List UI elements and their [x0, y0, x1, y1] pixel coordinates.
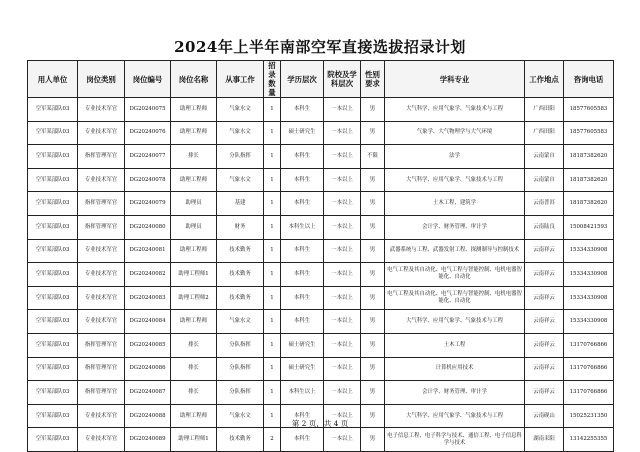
cell-work: 分队指挥	[217, 333, 264, 357]
cell-education: 硕士研究生	[281, 357, 324, 381]
cell-category: 指挥管理军官	[78, 215, 125, 239]
table-row	[28, 145, 614, 169]
cell-school-level: 一本以上	[324, 263, 361, 287]
cell-count: 1	[264, 381, 281, 405]
cell-major: 会计学、财务管理、审计学	[385, 215, 525, 239]
table-row	[28, 121, 614, 145]
cell-location: 云南砚山	[525, 404, 564, 428]
cell-location: 云南普洱	[525, 192, 564, 216]
cell-gender: 男	[361, 404, 385, 428]
cell-school-level: 一本以上	[324, 121, 361, 145]
table-row	[28, 168, 614, 192]
cell-unit: 空军某部队03	[28, 428, 78, 452]
cell-code: DG20240080	[125, 215, 171, 239]
cell-count: 1	[264, 215, 281, 239]
cell-position: 助理工程师1	[171, 263, 217, 287]
cell-work: 气象水文	[217, 404, 264, 428]
cell-unit: 空军某部队03	[28, 357, 78, 381]
cell-major: 气象学、大气物理学与大气环境	[385, 121, 525, 145]
cell-gender: 男	[361, 286, 385, 310]
cell-major: 大气科学、应用气象学、气象技术与工程	[385, 98, 525, 122]
cell-unit: 空军某部队03	[28, 263, 78, 287]
table-row	[28, 98, 614, 122]
cell-location: 云南祥云	[525, 381, 564, 405]
cell-phone: 18187382620	[564, 192, 614, 216]
cell-count: 1	[264, 286, 281, 310]
cell-unit: 空军某部队03	[28, 98, 78, 122]
cell-code: DG20240077	[125, 145, 171, 169]
cell-education: 本科生	[281, 428, 324, 452]
cell-school-level: 一本以上	[324, 168, 361, 192]
cell-location: 云南祥云	[525, 239, 564, 263]
cell-code: DG20240081	[125, 239, 171, 263]
cell-code: DG20240078	[125, 168, 171, 192]
cell-position: 排长	[171, 357, 217, 381]
cell-location: 广西田阳	[525, 98, 564, 122]
cell-unit: 空军某部队03	[28, 192, 78, 216]
cell-location: 云南蒙自	[525, 145, 564, 169]
header-phone: 咨询电话	[564, 61, 614, 98]
cell-category: 指挥管理军官	[78, 145, 125, 169]
cell-work: 技术勤务	[217, 239, 264, 263]
cell-position: 助理工程师	[171, 239, 217, 263]
cell-position: 助理工程师1	[171, 428, 217, 452]
cell-code: DG20240075	[125, 98, 171, 122]
header-major: 学科专业	[385, 61, 525, 98]
cell-code: DG20240085	[125, 333, 171, 357]
cell-code: DG20240088	[125, 404, 171, 428]
cell-count: 1	[264, 357, 281, 381]
cell-gender: 男	[361, 428, 385, 452]
cell-count: 1	[264, 239, 281, 263]
cell-major: 电气工程及其自动化、电气工程与智能控制、电机电器智能化、自动化	[385, 263, 525, 287]
cell-phone: 18577605583	[564, 121, 614, 145]
cell-code: DG20240089	[125, 428, 171, 452]
cell-location: 广西田阳	[525, 121, 564, 145]
cell-unit: 空军某部队03	[28, 381, 78, 405]
cell-position: 助理工程师	[171, 168, 217, 192]
table-row	[28, 192, 614, 216]
cell-major: 大气科学、应用气象学、气象技术与工程	[385, 404, 525, 428]
cell-count: 1	[264, 404, 281, 428]
cell-location: 云南祥云	[525, 263, 564, 287]
cell-major: 计算机应用技术	[385, 357, 525, 381]
cell-gender: 男	[361, 333, 385, 357]
cell-unit: 空军某部队03	[28, 286, 78, 310]
cell-major: 土木工程	[385, 333, 525, 357]
cell-work: 技术勤务	[217, 263, 264, 287]
header-position: 岗位名称	[171, 61, 217, 98]
cell-unit: 空军某部队03	[28, 310, 78, 334]
cell-education: 本科生	[281, 286, 324, 310]
cell-count: 1	[264, 310, 281, 334]
cell-code: DG20240083	[125, 286, 171, 310]
cell-count: 1	[264, 168, 281, 192]
cell-school-level: 一本以上	[324, 428, 361, 452]
cell-education: 本科生	[281, 404, 324, 428]
cell-phone: 15334330908	[564, 286, 614, 310]
cell-work: 气象水文	[217, 98, 264, 122]
cell-school-level: 一本以上	[324, 357, 361, 381]
cell-gender: 男	[361, 310, 385, 334]
cell-count: 1	[264, 145, 281, 169]
cell-location: 云南陆良	[525, 215, 564, 239]
cell-location: 湖南耒阳	[525, 428, 564, 452]
cell-category: 专业技术军官	[78, 263, 125, 287]
cell-phone: 15334330908	[564, 310, 614, 334]
table-row	[28, 239, 614, 263]
cell-position: 助理工程师2	[171, 286, 217, 310]
cell-unit: 空军某部队03	[28, 168, 78, 192]
header-category: 岗位类别	[78, 61, 125, 98]
cell-work: 气象水文	[217, 168, 264, 192]
cell-location: 云南祥云	[525, 310, 564, 334]
cell-gender: 男	[361, 168, 385, 192]
cell-unit: 空军某部队03	[28, 215, 78, 239]
header-education: 学历层次	[281, 61, 324, 98]
cell-category: 专业技术军官	[78, 98, 125, 122]
cell-location: 云南祥云	[525, 333, 564, 357]
cell-category: 指挥管理军官	[78, 333, 125, 357]
cell-unit: 空军某部队03	[28, 333, 78, 357]
cell-category: 专业技术军官	[78, 310, 125, 334]
cell-gender: 男	[361, 263, 385, 287]
table-row	[28, 333, 614, 357]
cell-education: 本科生	[281, 98, 324, 122]
cell-phone: 18577605583	[564, 98, 614, 122]
cell-phone: 15334330908	[564, 239, 614, 263]
cell-work: 分队指挥	[217, 357, 264, 381]
header-code: 岗位编号	[125, 61, 171, 98]
cell-unit: 空军某部队03	[28, 239, 78, 263]
cell-work: 技术勤务	[217, 286, 264, 310]
cell-school-level: 一本以上	[324, 239, 361, 263]
cell-education: 本科生	[281, 263, 324, 287]
cell-category: 指挥管理军官	[78, 192, 125, 216]
cell-work: 基建	[217, 192, 264, 216]
table-body	[28, 98, 614, 452]
cell-position: 排长	[171, 381, 217, 405]
cell-work: 分队指挥	[217, 145, 264, 169]
cell-major: 电子信息工程、电子科学与技术、通信工程、电子信息科学与技术	[385, 428, 525, 452]
cell-education: 硕士研究生	[281, 333, 324, 357]
cell-code: DG20240082	[125, 263, 171, 287]
cell-education: 硕士研究生	[281, 121, 324, 145]
cell-unit: 空军某部队03	[28, 404, 78, 428]
header-count: 招录数量	[264, 61, 281, 98]
cell-category: 专业技术军官	[78, 239, 125, 263]
table-row	[28, 263, 614, 287]
cell-location: 云南祥云	[525, 286, 564, 310]
cell-major: 大气科学、应用气象学、气象技术与工程	[385, 310, 525, 334]
cell-school-level: 一本以上	[324, 404, 361, 428]
cell-major: 武器系统与工程、武器发射工程、探测制导与控制技术	[385, 239, 525, 263]
table-row	[28, 310, 614, 334]
cell-school-level: 一本以上	[324, 286, 361, 310]
cell-gender: 男	[361, 121, 385, 145]
cell-category: 专业技术军官	[78, 428, 125, 452]
header-school-level: 院校及学科层次	[324, 61, 361, 98]
cell-position: 助理员	[171, 192, 217, 216]
header-gender: 性别要求	[361, 61, 385, 98]
cell-work: 分队指挥	[217, 381, 264, 405]
cell-position: 助理员	[171, 215, 217, 239]
cell-work: 技术勤务	[217, 428, 264, 452]
cell-education: 本科生	[281, 310, 324, 334]
cell-work: 气象水文	[217, 310, 264, 334]
cell-school-level: 一本以上	[324, 333, 361, 357]
cell-phone: 13170766866	[564, 333, 614, 357]
cell-position: 助理工程师	[171, 98, 217, 122]
cell-count: 2	[264, 428, 281, 452]
cell-school-level: 一本以上	[324, 310, 361, 334]
cell-unit: 空军某部队03	[28, 121, 78, 145]
cell-code: DG20240086	[125, 357, 171, 381]
recruitment-table	[27, 60, 614, 452]
table-row	[28, 428, 614, 452]
cell-education: 本科生	[281, 145, 324, 169]
cell-location: 云南祥云	[525, 357, 564, 381]
header-location: 工作地点	[525, 61, 564, 98]
cell-position: 排长	[171, 333, 217, 357]
cell-count: 1	[264, 98, 281, 122]
cell-education: 本科生	[281, 168, 324, 192]
cell-phone: 18187382620	[564, 168, 614, 192]
cell-count: 1	[264, 121, 281, 145]
cell-gender: 男	[361, 192, 385, 216]
cell-category: 指挥管理军官	[78, 381, 125, 405]
cell-major: 土木工程、建筑学	[385, 192, 525, 216]
cell-school-level: 一本以上	[324, 192, 361, 216]
cell-work: 气象水文	[217, 121, 264, 145]
table-row	[28, 215, 614, 239]
cell-phone: 13170766866	[564, 381, 614, 405]
cell-school-level: 一本以上	[324, 98, 361, 122]
cell-category: 指挥管理军官	[78, 357, 125, 381]
cell-position: 助理工程师	[171, 310, 217, 334]
cell-phone: 15334330908	[564, 263, 614, 287]
cell-major: 法学	[385, 145, 525, 169]
cell-code: DG20240087	[125, 381, 171, 405]
cell-category: 专业技术军官	[78, 121, 125, 145]
cell-school-level: 一本以上	[324, 145, 361, 169]
cell-phone: 15025231350	[564, 404, 614, 428]
page-footer: 第 2 页，共 4 页	[291, 419, 349, 428]
cell-position: 排长	[171, 145, 217, 169]
cell-category: 专业技术军官	[78, 168, 125, 192]
cell-position: 助理工程师	[171, 404, 217, 428]
cell-gender: 男	[361, 381, 385, 405]
header-work: 从事工作	[217, 61, 264, 98]
cell-gender: 男	[361, 98, 385, 122]
table-row	[28, 381, 614, 405]
cell-school-level: 一本以上	[324, 215, 361, 239]
cell-education: 本科生以上	[281, 381, 324, 405]
cell-code: DG20240084	[125, 310, 171, 334]
cell-work: 财务	[217, 215, 264, 239]
cell-gender: 男	[361, 215, 385, 239]
cell-location: 云南蒙自	[525, 168, 564, 192]
cell-education: 本科生	[281, 239, 324, 263]
cell-position: 助理工程师	[171, 121, 217, 145]
cell-phone: 15008421593	[564, 215, 614, 239]
cell-major: 会计学、财务管理、审计学	[385, 381, 525, 405]
header-unit: 用人单位	[28, 61, 78, 98]
page-title: 2024年上半年南部空军直接选拔招录计划	[174, 38, 466, 56]
cell-code: DG20240076	[125, 121, 171, 145]
cell-count: 1	[264, 263, 281, 287]
cell-gender: 男	[361, 357, 385, 381]
cell-count: 1	[264, 333, 281, 357]
table-row	[28, 286, 614, 310]
cell-category: 专业技术军官	[78, 404, 125, 428]
cell-phone: 13170766866	[564, 357, 614, 381]
table-row	[28, 357, 614, 381]
cell-education: 本科生	[281, 192, 324, 216]
cell-count: 1	[264, 192, 281, 216]
cell-phone: 13142255355	[564, 428, 614, 452]
cell-code: DG20240079	[125, 192, 171, 216]
cell-education: 本科生以上	[281, 215, 324, 239]
cell-phone: 18187382620	[564, 145, 614, 169]
cell-gender: 不限	[361, 145, 385, 169]
table-header-row	[28, 61, 614, 98]
cell-major: 电气工程及其自动化、电气工程与智能控制、电机电器智能化、自动化	[385, 286, 525, 310]
cell-category: 专业技术军官	[78, 286, 125, 310]
cell-school-level: 一本以上	[324, 381, 361, 405]
cell-gender: 男	[361, 239, 385, 263]
cell-major: 大气科学、应用气象学、气象技术与工程	[385, 168, 525, 192]
cell-unit: 空军某部队03	[28, 145, 78, 169]
